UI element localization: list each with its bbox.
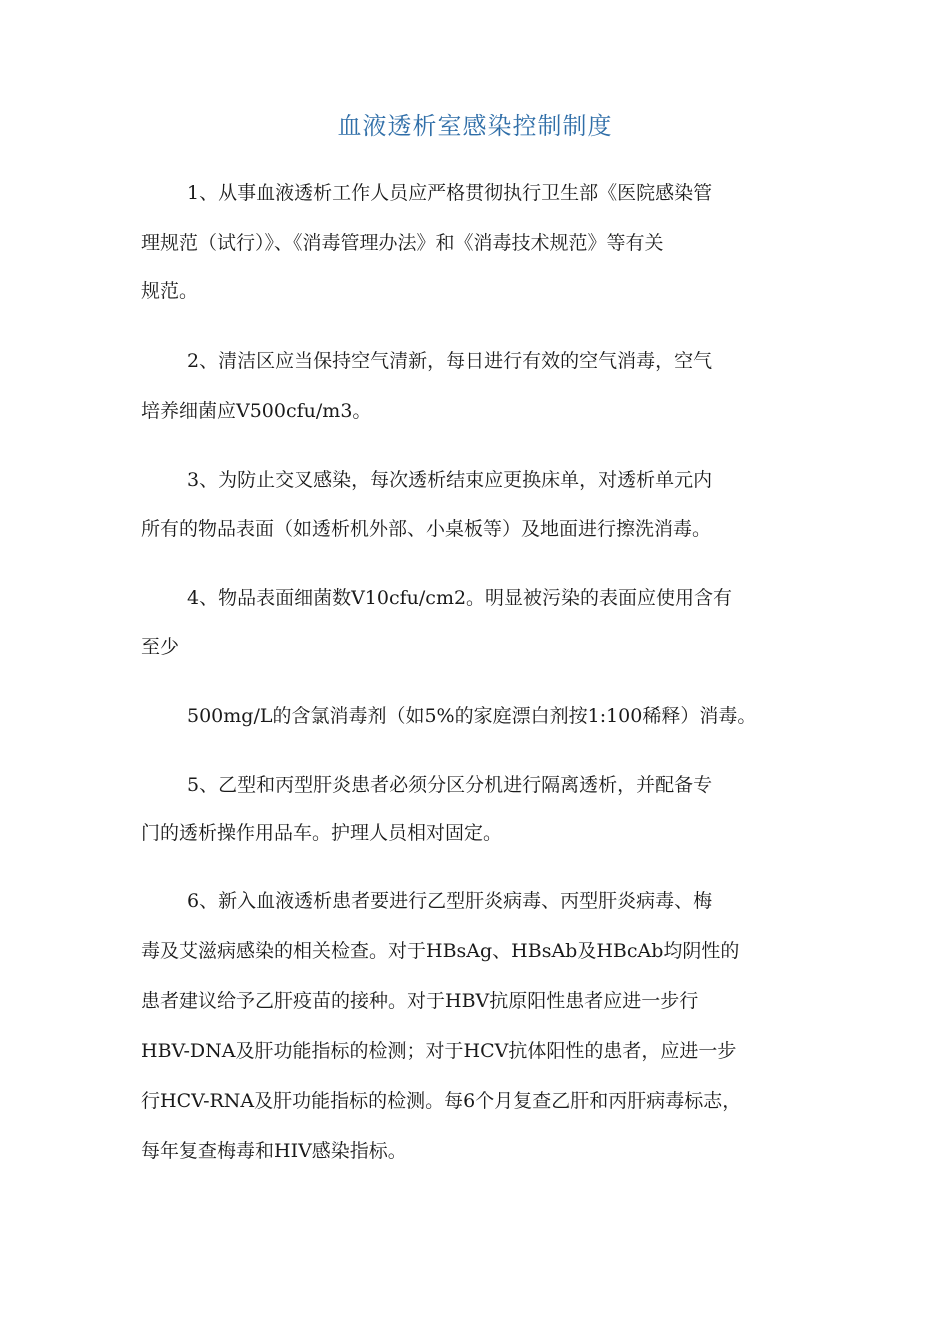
paragraph-6-line-3: 患者建议给予乙肝疫苗的接种。对于HBV抗原阳性患者应进一步行 xyxy=(141,990,699,1012)
paragraph-3-line-2: 所有的物品表面（如透析机外部、小桌板等）及地面进行擦洗消毒。 xyxy=(141,518,712,540)
paragraph-6-line-2: 毒及艾滋病感染的相关检查。对于HBsAg、HBsAb及HBcAb均阴性的 xyxy=(141,940,740,962)
paragraph-1-line-1: 1、从事血液透析工作人员应严格贯彻执行卫生部《医院感染管 xyxy=(187,182,713,204)
paragraph-4-line-2: 至少 xyxy=(141,636,180,658)
paragraph-2-line-2: 培养细菌应V500cfu/m3。 xyxy=(141,400,372,422)
paragraph-5-line-1: 5、乙型和丙型肝炎患者必须分区分机进行隔离透析，并配备专 xyxy=(187,774,713,796)
paragraph-1-line-2: 理规范（试行）》、《消毒管理办法》和《消毒技术规范》等有关 xyxy=(141,232,664,254)
paragraph-6-line-5: 行HCV-RNA及肝功能指标的检测。每6个月复查乙肝和丙肝病毒标志， xyxy=(141,1090,742,1112)
paragraph-4b-line-1: 500mg/L的含氯消毒剂（如5%的家庭漂白剂按1:100稀释）消毒。 xyxy=(187,705,757,727)
paragraph-2-line-1: 2、清洁区应当保持空气清新，每日进行有效的空气消毒，空气 xyxy=(187,350,713,372)
paragraph-4-line-1: 4、物品表面细菌数V10cfu/cm2。明显被污染的表面应使用含有 xyxy=(187,587,733,609)
paragraph-5-line-2: 门的透析操作用品车。护理人员相对固定。 xyxy=(141,822,503,844)
paragraph-6-line-6: 每年复查梅毒和HIV感染指标。 xyxy=(141,1140,407,1162)
paragraph-1-line-3: 规范。 xyxy=(141,280,199,302)
document-title: 血液透析室感染控制制度 xyxy=(337,112,613,140)
paragraph-6-line-1: 6、新入血液透析患者要进行乙型肝炎病毒、丙型肝炎病毒、梅 xyxy=(187,890,713,912)
paragraph-3-line-1: 3、为防止交叉感染，每次透析结束应更换床单，对透析单元内 xyxy=(187,469,713,491)
paragraph-6-line-4: HBV-DNA及肝功能指标的检测；对于HCV抗体阳性的患者，应进一步 xyxy=(141,1040,737,1062)
